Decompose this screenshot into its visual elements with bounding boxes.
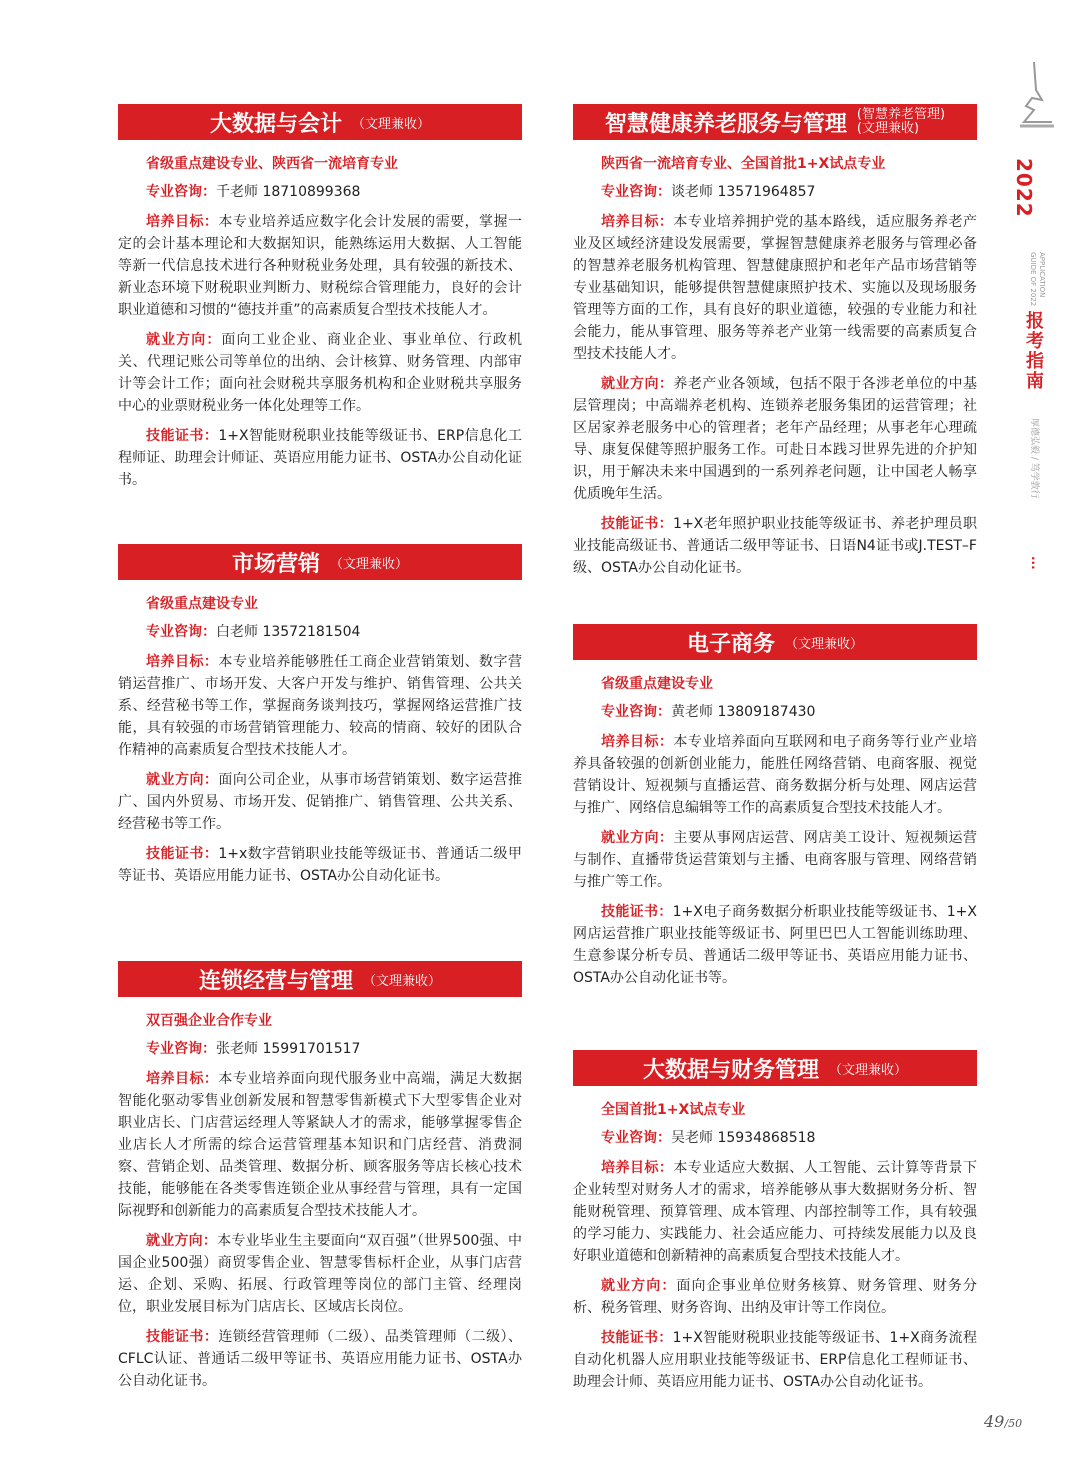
cert-paragraph: 技能证书：1+X智能财税职业技能等级证书、1+X商务流程自动化机器人应用职业技能等级证书、ERP信息化工程师证书、助理会计师、英语应用能力证书、OSTA办公自动化证书。 <box>573 1330 977 1390</box>
side-english-1: APPLICATION <box>1038 252 1046 298</box>
side-motto: 厚德弘毅 / 笃学敦行 <box>1029 418 1039 499</box>
job-paragraph: 就业方向：面向公司企业，从事市场营销策划、数字运营推广、国内外贸易、市场开发、促销推广、销售管理、公共关系、经营秘书等工作。 <box>118 772 523 832</box>
program-header <box>118 104 522 140</box>
program-tagline: 全国首批1+X试点专业 <box>601 1102 746 1118</box>
cert-paragraph: 技能证书：1+X电子商务数据分析职业技能等级证书、1+X网店运营推广职业技能等级证书、阿里巴巴人工智能训练助理、生意参谋分析专员、普通话二级甲等证书、英语应用能力证书、OSTA办公自动化证书等。 <box>573 904 977 986</box>
program-header <box>573 1050 977 1086</box>
page-number: 49/50 <box>984 1412 1023 1431</box>
program-title: 智慧健康养老服务与管理 <box>604 111 847 137</box>
program-subtitle: （文理兼收） <box>330 556 409 572</box>
contact-line: 专业咨询：千老师 18710899368 <box>146 184 361 200</box>
cert-paragraph: 技能证书：连锁经营管理师（二级）、品类管理师（二级）、CFLC认证、普通话二级甲等证书、英语应用能力证书、OSTA办公自动化证书。 <box>118 1329 523 1389</box>
job-paragraph: 就业方向：本专业毕业生主要面向“双百强”（世界500强、中国企业500强）商贸零售企业、智慧零售标杆企业，从事门店营运、企划、采购、拓展、行政管理等岗位的部门主管、经理岗位，职业发展目标为门店店长、区域店长岗位。 <box>118 1233 522 1315</box>
program-big-data-finance <box>573 1050 977 1393</box>
contact-line: 专业咨询：黄老师 13809187430 <box>601 704 816 720</box>
side-year: 2022 <box>1012 158 1036 218</box>
program-tagline: 省级重点建设专业 <box>601 676 713 692</box>
contact-line: 专业咨询：谈老师 13571964857 <box>601 184 816 200</box>
program-title: 电子商务 <box>686 631 775 657</box>
goal-paragraph: 培养目标：本专业培养适应数字化会计发展的需要，掌握一定的会计基本理论和大数据知识，能熟练运用大数据、人工智能等新一代信息技术进行各种财税业务处理，具有较强的新技术、新业态环境下财税职业判断力、财税综合管理能力，良好的会计职业道德和习惯的“德技并重”的高素质复合型技术技能人才。 <box>118 214 523 318</box>
goal-paragraph: 培养目标：本专业培养拥护党的基本路线，适应服务养老产业及区域经济建设发展需要，掌握智慧健康养老服务与管理必备的智慧养老服务机构管理、智慧健康照护和老年产品市场营销等专业基础知识，能够提供智慧健康照护技术、实施以及现场服务管理等方面的工作，具有良好的职业道德，较强的专业能力和社会能力，能从事管理、服务等养老产业第一线需要的高素质复合型技术技能人才。 <box>573 214 978 362</box>
program-marketing <box>118 544 522 887</box>
program-tagline: 省级重点建设专业 <box>146 596 258 612</box>
side-dots: ··· <box>1026 556 1040 570</box>
goal-paragraph: 培养目标：本专业培养面向现代服务业中高端，满足大数据智能化驱动零售业创新发展和智慧零售新模式下大型零售企业对职业店长、门店营运经理人等紧缺人才的需求，能够掌握零售企业店长人才所需的综合运营管理基本知识和门店经营、消费洞察、营销企划、品类管理、数据分析、顾客服务等店长核心技术技能，能够能在各类零售连锁企业从事经营与管理，具有一定国际视野和创新能力的高素质复合型技术技能人才。 <box>118 1071 523 1219</box>
program-title: 连锁经营与管理 <box>198 968 353 994</box>
program-subtitle: （文理兼收） <box>785 636 864 652</box>
program-smart-elderly-care <box>573 104 977 579</box>
program-subtitle: （文理兼收） <box>352 116 431 132</box>
program-header <box>573 624 977 660</box>
side-title: 报考指南 <box>1026 311 1044 392</box>
program-title: 大数据与财务管理 <box>642 1057 819 1083</box>
sculpture-logo-icon <box>1012 60 1058 132</box>
program-chain-operations <box>118 961 522 1392</box>
contact-line: 专业咨询：吴老师 15934868518 <box>601 1130 816 1146</box>
job-paragraph: 就业方向：面向企事业单位财务核算、财务管理、财务分析、税务管理、财务咨询、出纳及审计等工作岗位。 <box>573 1278 978 1316</box>
program-tagline: 双百强企业合作专业 <box>146 1013 272 1029</box>
cert-paragraph: 技能证书：1+X智能财税职业技能等级证书、ERP信息化工程师证、助理会计师证、英语应用能力证书、OSTA办公自动化证书。 <box>118 428 522 488</box>
goal-paragraph: 培养目标：本专业适应大数据、人工智能、云计算等背景下企业转型对财务人才的需求，培养能够从事大数据财务分析、智能财税管理、预算管理、成本管理、内部控制等工作，具有较强的学习能力、实践能力、社会适应能力、可持续发展能力以及良好职业道德和创新精神的高素质复合型技术技能人才。 <box>573 1160 978 1264</box>
program-header <box>118 544 522 580</box>
side-english-2: GUIDE OF 2022 <box>1029 252 1037 307</box>
program-subtitle: （文理兼收） <box>829 1062 908 1078</box>
job-paragraph: 就业方向：面向工业企业、商业企业、事业单位、行政机关、代理记账公司等单位的出纳、会计核算、财务管理、内部审计等会计工作；面向社会财税共享服务机构和企业财税共享服务中心的业票财税业务一体化处理等工作。 <box>118 332 523 414</box>
program-subtitle: （文理兼收） <box>363 973 442 989</box>
contact-line: 专业咨询：张老师 15991701517 <box>146 1041 361 1057</box>
job-paragraph: 就业方向：养老产业各领域，包括不限于各涉老单位的中基层管理岗；中高端养老机构、连锁养老服务集团的运营管理；社区居家养老服务中心的管理者；老年产品经理；从事老年心理疏导、康复保健等照护服务工作。可赴日本践习世界先进的介护知识，用于解决未来中国遇到的一系列养老问题，让中国老人畅享优质晚年生活。 <box>573 376 978 502</box>
contact-line: 专业咨询：白老师 13572181504 <box>146 624 361 640</box>
goal-paragraph: 培养目标：本专业培养能够胜任工商企业营销策划、数字营销运营推广、市场开发、大客户开发与维护、销售管理、公共关系、经营秘书等工作，掌握商务谈判技巧，掌握网络运营推广技能，具有较强的市场营销管理能力、较高的情商、较好的团队合作精神的高素质复合型技术技能人才。 <box>118 654 523 758</box>
program-subtitle: (智慧养老管理) (文理兼收) <box>856 107 946 136</box>
program-header <box>573 104 977 140</box>
cert-paragraph: 技能证书：1+x数字营销职业技能等级证书、普通话二级甲等证书、英语应用能力证书、OSTA办公自动化证书。 <box>118 846 523 884</box>
program-header <box>118 961 522 997</box>
program-e-commerce <box>573 624 977 989</box>
program-tagline: 陕西省一流培育专业、全国首批1+X试点专业 <box>601 156 886 172</box>
cert-paragraph: 技能证书：1+X老年照护职业技能等级证书、养老护理员职业技能高级证书、普通话二级甲等证书、日语N4证书或J.TEST–F级、OSTA办公自动化证书。 <box>573 516 978 576</box>
goal-paragraph: 培养目标：本专业培养面向互联网和电子商务等行业产业培养具备较强的创新创业能力，能胜任网络营销、电商客服、视觉营销设计、短视频与直播运营、商务数据分析与处理、网店运营与推广、网络信息编辑等工作的高素质复合型技术技能人才。 <box>573 734 978 816</box>
program-title: 大数据与会计 <box>209 111 342 137</box>
program-big-data-accounting <box>118 104 522 491</box>
program-title: 市场营销 <box>231 551 320 577</box>
program-tagline: 省级重点建设专业、陕西省一流培育专业 <box>146 156 398 172</box>
job-paragraph: 就业方向：主要从事网店运营、网店美工设计、短视频运营与制作、直播带货运营策划与主播、电商客服与管理、网络营销与推广等工作。 <box>573 830 978 890</box>
